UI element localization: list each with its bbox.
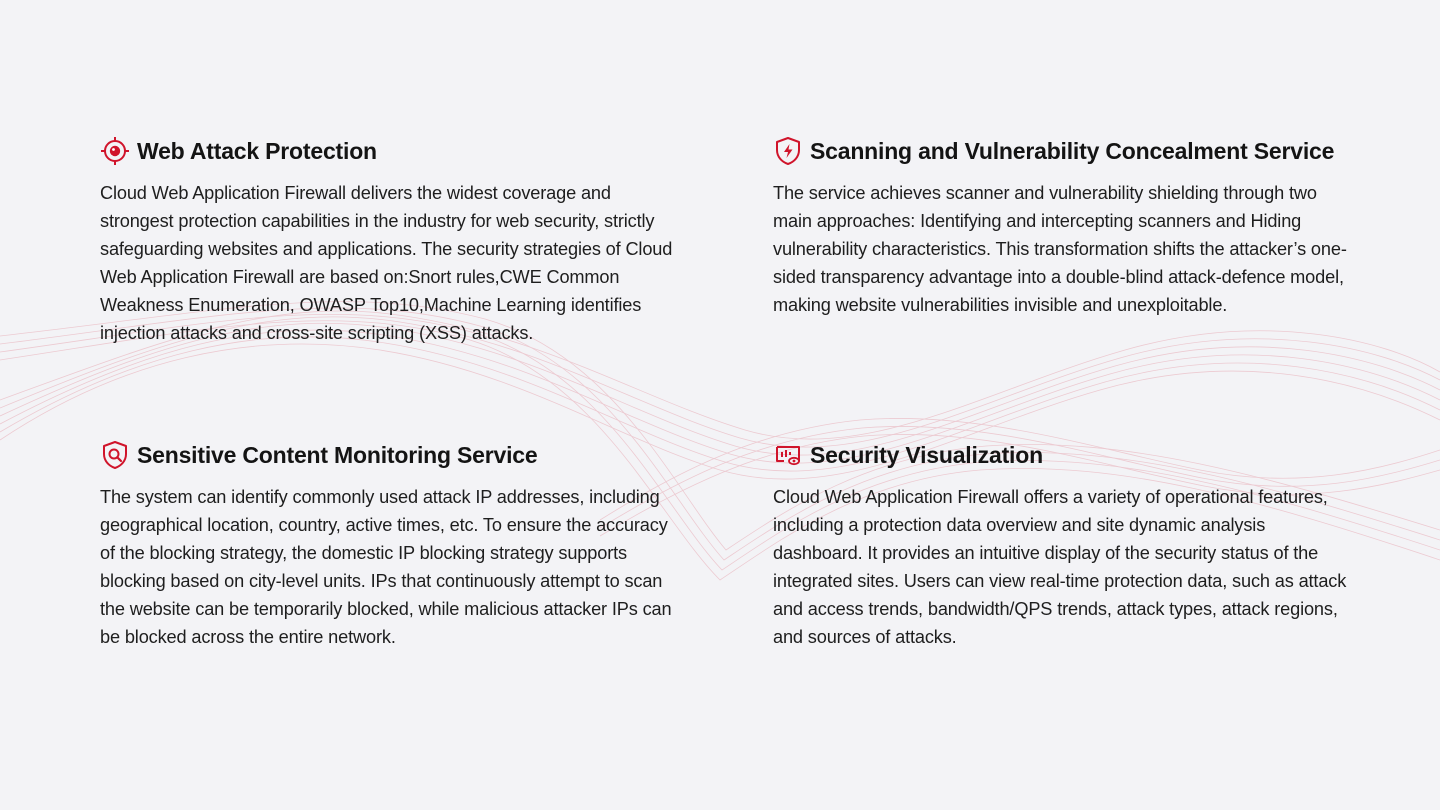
feature-sensitive-content-monitoring [100,438,680,651]
feature-title: Sensitive Content Monitoring Service [137,441,538,468]
feature-header [773,438,1353,472]
feature-description: Cloud Web Application Firewall delivers the widest coverage and strongest protection capabilities in the industry for web security, strictly safeguarding websites and applications. The security strategies of Cloud Web Application Firewall are based on:Snort rules,CWE Common Weakness Enumeration, OWASP Top10,Machine Learning identifies injection attacks and cross-site scripting (XSS) attacks. [100,183,673,343]
feature-description: The system can identify commonly used attack IP addresses, including geographical location, country, active times, etc. To ensure the accuracy of the blocking strategy, the domestic IP blocking strategy supports blocking based on city-level units. IPs that continuously attempt to scan the website can be temporarily blocked, while malicious attacker IPs can be blocked across the entire network. [100,487,672,647]
feature-title: Security Visualization [810,441,1043,468]
dashboard-eye-icon [773,440,803,470]
feature-header [773,134,1353,168]
feature-security-visualization [773,438,1353,651]
shield-search-icon [100,440,130,470]
feature-header [100,134,680,168]
feature-web-attack-protection [100,134,680,347]
feature-title: Scanning and Vulnerability Concealment Service [810,137,1335,164]
shield-lightning-icon [773,136,803,166]
feature-description: Cloud Web Application Firewall offers a variety of operational features, including a protection data overview and site dynamic analysis dashboard. It provides an intuitive display of the security status of the integrated sites. Users can view real-time protection data, such as attack and access trends, bandwidth/QPS trends, attack types, attack regions, and sources of attacks. [773,487,1347,647]
feature-description: The service achieves scanner and vulnerability shielding through two main approaches: Identifying and intercepting scanners and Hiding vulnerability characteristics. This transformation shifts the attacker’s one-sided transparency advantage into a double-blind attack-defence model, making website vulnerabilities invisible and unexploitable. [773,183,1347,315]
feature-title: Web Attack Protection [137,137,377,164]
target-icon [100,136,130,166]
feature-scanning-concealment [773,134,1353,319]
feature-header [100,438,680,472]
